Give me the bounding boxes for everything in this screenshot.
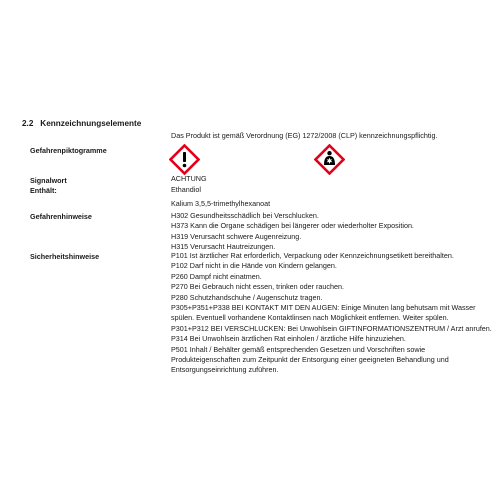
precautionary-statement: P314 Bei Unwohlsein ärztlichen Rat einholen / ärztliche Hilfe hinzuziehen. bbox=[171, 334, 406, 344]
label-precautionary-statements: Sicherheitshinweise bbox=[30, 252, 100, 261]
precautionary-statement: P301+P312 BEI VERSCHLUCKEN: Bei Unwohlsein GIFTINFORMATIONSZENTRUM / Arzt anrufen. bbox=[171, 323, 492, 333]
precautionary-statement: P260 Dampf nicht einatmen. bbox=[171, 271, 262, 281]
contains-item: Kalium 3,5,5-trimethylhexanoat bbox=[171, 199, 271, 209]
precautionary-statements-list bbox=[171, 251, 493, 376]
precautionary-statement: P101 Ist ärztlicher Rat erforderlich, Verpackung oder Kennzeichnungsetikett bereithalten. bbox=[171, 251, 454, 260]
hazard-statements-list bbox=[171, 211, 493, 253]
health-hazard-icon bbox=[314, 144, 345, 175]
exclamation-mark-icon bbox=[169, 144, 200, 175]
section-number: 2.2 bbox=[22, 119, 34, 128]
label-hazard-statements: Gefahrenhinweise bbox=[30, 212, 92, 221]
hazard-statement: H315 Verursacht Hautreizungen. bbox=[171, 242, 276, 252]
precautionary-statement: P102 Darf nicht in die Hände von Kindern gelangen. bbox=[171, 261, 337, 271]
hazard-statement: H302 Gesundheitsschädlich bei Verschlucken. bbox=[171, 211, 319, 220]
intro-text: Das Produkt ist gemäß Verordnung (EG) 1272/2008 (CLP) kennzeichnungspflichtig. bbox=[171, 131, 438, 140]
precautionary-statement: P305+P351+P338 BEI KONTAKT MIT DEN AUGEN: Einige Minuten lang behutsam mit Wasser spülen. Eventuell vorhandene Kontaktlinsen nach Möglichkeit entfernen. Weiter spülen. bbox=[171, 303, 476, 323]
precautionary-statement: P280 Schutzhandschuhe / Augenschutz tragen. bbox=[171, 292, 323, 302]
section-heading bbox=[22, 119, 141, 128]
label-contains: Enthält: bbox=[30, 186, 57, 195]
contains-list bbox=[171, 185, 493, 210]
precautionary-statement: P270 Bei Gebrauch nicht essen, trinken oder rauchen. bbox=[171, 282, 345, 292]
label-signal-word: Signalwort bbox=[30, 176, 67, 185]
label-pictograms: Gefahrenpiktogramme bbox=[30, 146, 107, 155]
hazard-statement: H319 Verursacht schwere Augenreizung. bbox=[171, 231, 302, 241]
signal-word-value: ACHTUNG bbox=[171, 174, 207, 183]
section-title: Kennzeichnungselemente bbox=[40, 119, 142, 128]
hazard-statement: H373 Kann die Organe schädigen bei längerer oder wiederholter Exposition. bbox=[171, 221, 414, 231]
precautionary-statement: P501 Inhalt / Behälter gemäß entsprechenden Gesetzen und Vorschriften sowie Produkteigenschaften zum Zeitpunkt der Entsorgung einer geeigneten Behandlung und Entsorgungseinrichtung zuführen. bbox=[171, 344, 449, 375]
contains-item: Ethandiol bbox=[171, 185, 201, 194]
